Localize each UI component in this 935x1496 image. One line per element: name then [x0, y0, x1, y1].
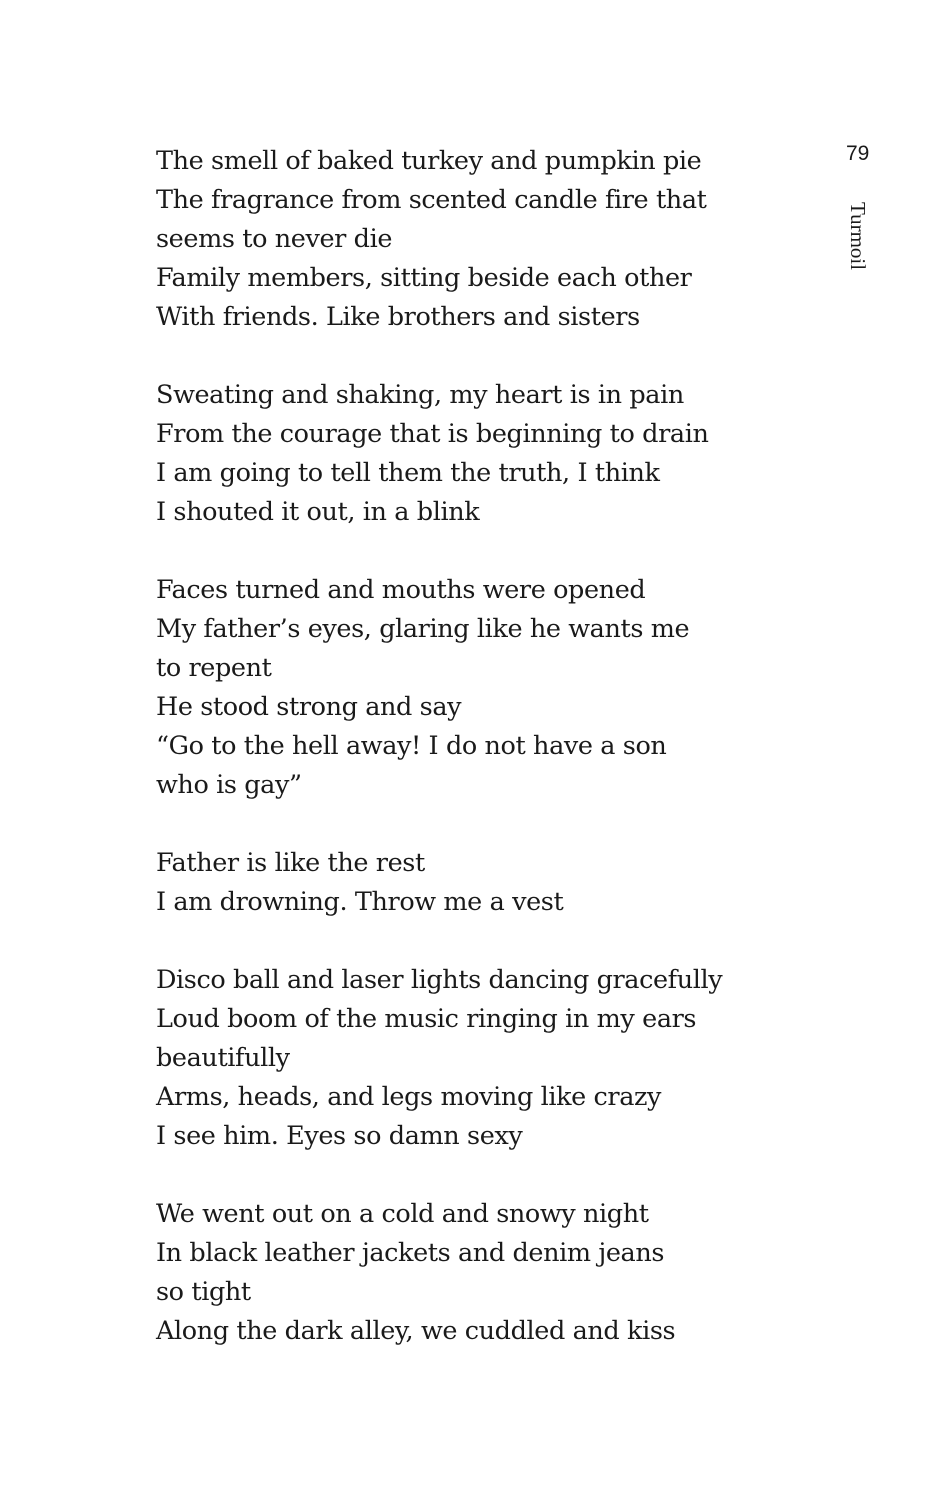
poem-line: Sweating and shaking, my heart is in pain	[156, 380, 684, 410]
poem-line: I am going to tell them the truth, I think	[156, 458, 660, 488]
poem-line: The smell of baked turkey and pumpkin pie	[156, 146, 702, 176]
poem-line: With friends. Like brothers and sisters	[156, 302, 640, 332]
poem-line: “Go to the hell away! I do not have a son	[156, 731, 667, 761]
poem-line: Arms, heads, and legs moving like crazy	[156, 1082, 662, 1112]
page-number: 79	[846, 142, 870, 165]
poem-body	[156, 142, 776, 1351]
running-head: Turmoil	[846, 202, 870, 271]
poem-line: In black leather jackets and denim jeans	[156, 1238, 665, 1268]
poem-line: who is gay”	[156, 770, 302, 800]
poem-line: so tight	[156, 1277, 251, 1307]
stanza-4	[156, 844, 776, 922]
poem-line: We went out on a cold and snowy night	[156, 1199, 649, 1229]
poem-line: beautifully	[156, 1043, 290, 1073]
stanza-5	[156, 961, 776, 1156]
stanza-2	[156, 376, 776, 532]
poem-line: The fragrance from scented candle fire that	[156, 185, 707, 215]
poem-line: I am drowning. Throw me a vest	[156, 887, 564, 917]
poem-line: Family members, sitting beside each other	[156, 263, 692, 293]
poem-line: He stood strong and say	[156, 692, 462, 722]
poem-line: Disco ball and laser lights dancing gracefully	[156, 965, 723, 995]
stanza-1	[156, 142, 776, 337]
poem-line: My father’s eyes, glaring like he wants me	[156, 614, 690, 644]
poem-line: Along the dark alley, we cuddled and kiss	[156, 1316, 676, 1346]
poem-line: seems to never die	[156, 224, 393, 254]
poem-line: I shouted it out, in a blink	[156, 497, 480, 527]
poem-line: Loud boom of the music ringing in my ears	[156, 1004, 697, 1034]
poem-line: Father is like the rest	[156, 848, 425, 878]
stanza-6	[156, 1195, 776, 1351]
poem-line: From the courage that is beginning to drain	[156, 419, 709, 449]
stanza-3	[156, 571, 776, 805]
poem-line: I see him. Eyes so damn sexy	[156, 1121, 523, 1151]
poem-line: to repent	[156, 653, 272, 683]
poem-line: Faces turned and mouths were opened	[156, 575, 646, 605]
